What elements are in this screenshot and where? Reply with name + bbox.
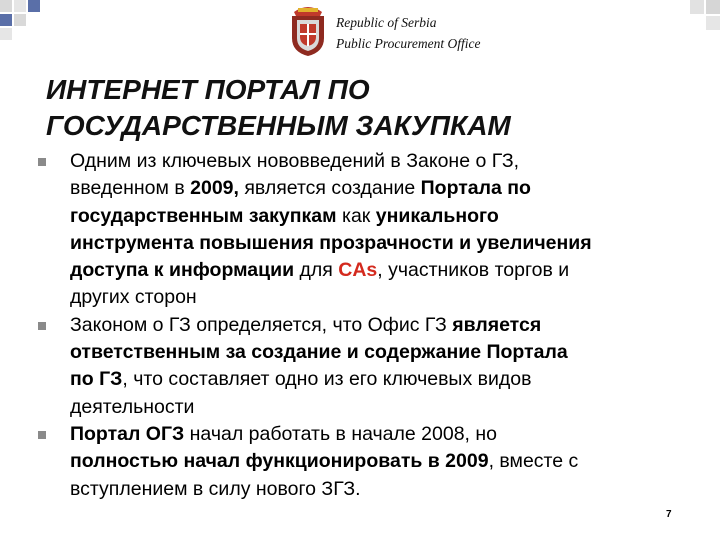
bullet-line: Портал ОГЗ начал работать в начале 2008, но [70, 422, 497, 445]
bullet-line: других сторон [70, 286, 197, 309]
bullet-line: введенном в 2009, является создание Портала по [70, 177, 531, 200]
square-bullet-icon [38, 431, 46, 439]
slide-title-line1: ИНТЕРНЕТ ПОРТАЛ ПО [46, 74, 370, 105]
slide-title [46, 72, 686, 144]
square-bullet-icon [38, 158, 46, 166]
bullet-line: доступа к информации для CAs, участников торгов и [70, 259, 570, 282]
bullet-item [34, 148, 716, 312]
bullet-line: Законом о ГЗ определяется, что Офис ГЗ является [70, 313, 542, 336]
decorative-squares [0, 0, 60, 60]
agency-name-line1: Republic of Serbia [336, 15, 437, 30]
decorative-squares-right [490, 0, 720, 60]
bullet-item [34, 421, 716, 503]
slide-title-line2: ГОСУДАРСТВЕННЫМ ЗАКУПКАМ [46, 110, 511, 141]
bullet-line: инструмента повышения прозрачности и увеличения [70, 231, 592, 254]
bullet-item [34, 312, 716, 421]
bullet-line: Одним из ключевых нововведений в Законе о ГЗ, [70, 150, 520, 172]
bullet-line: деятельности [70, 395, 195, 418]
agency-name-line2: Public Procurement Office [336, 36, 481, 51]
highlight-cas: CAs [338, 259, 378, 282]
bullet-line: ответственным за создание и содержание Портала [70, 341, 568, 364]
bullet-line: вступлением в силу нового ЗГЗ. [70, 477, 361, 500]
coat-of-arms-icon [286, 4, 330, 58]
square-bullet-icon [38, 322, 46, 330]
header-logo [286, 4, 496, 58]
page-number: 7 [666, 509, 672, 520]
bullet-list [34, 148, 716, 503]
bullet-line: государственным закупкам как уникального [70, 204, 499, 227]
bullet-line: полностью начал функционировать в 2009, вместе с [70, 450, 579, 473]
bullet-line: по ГЗ, что составляет одно из его ключевых видов [70, 368, 532, 391]
